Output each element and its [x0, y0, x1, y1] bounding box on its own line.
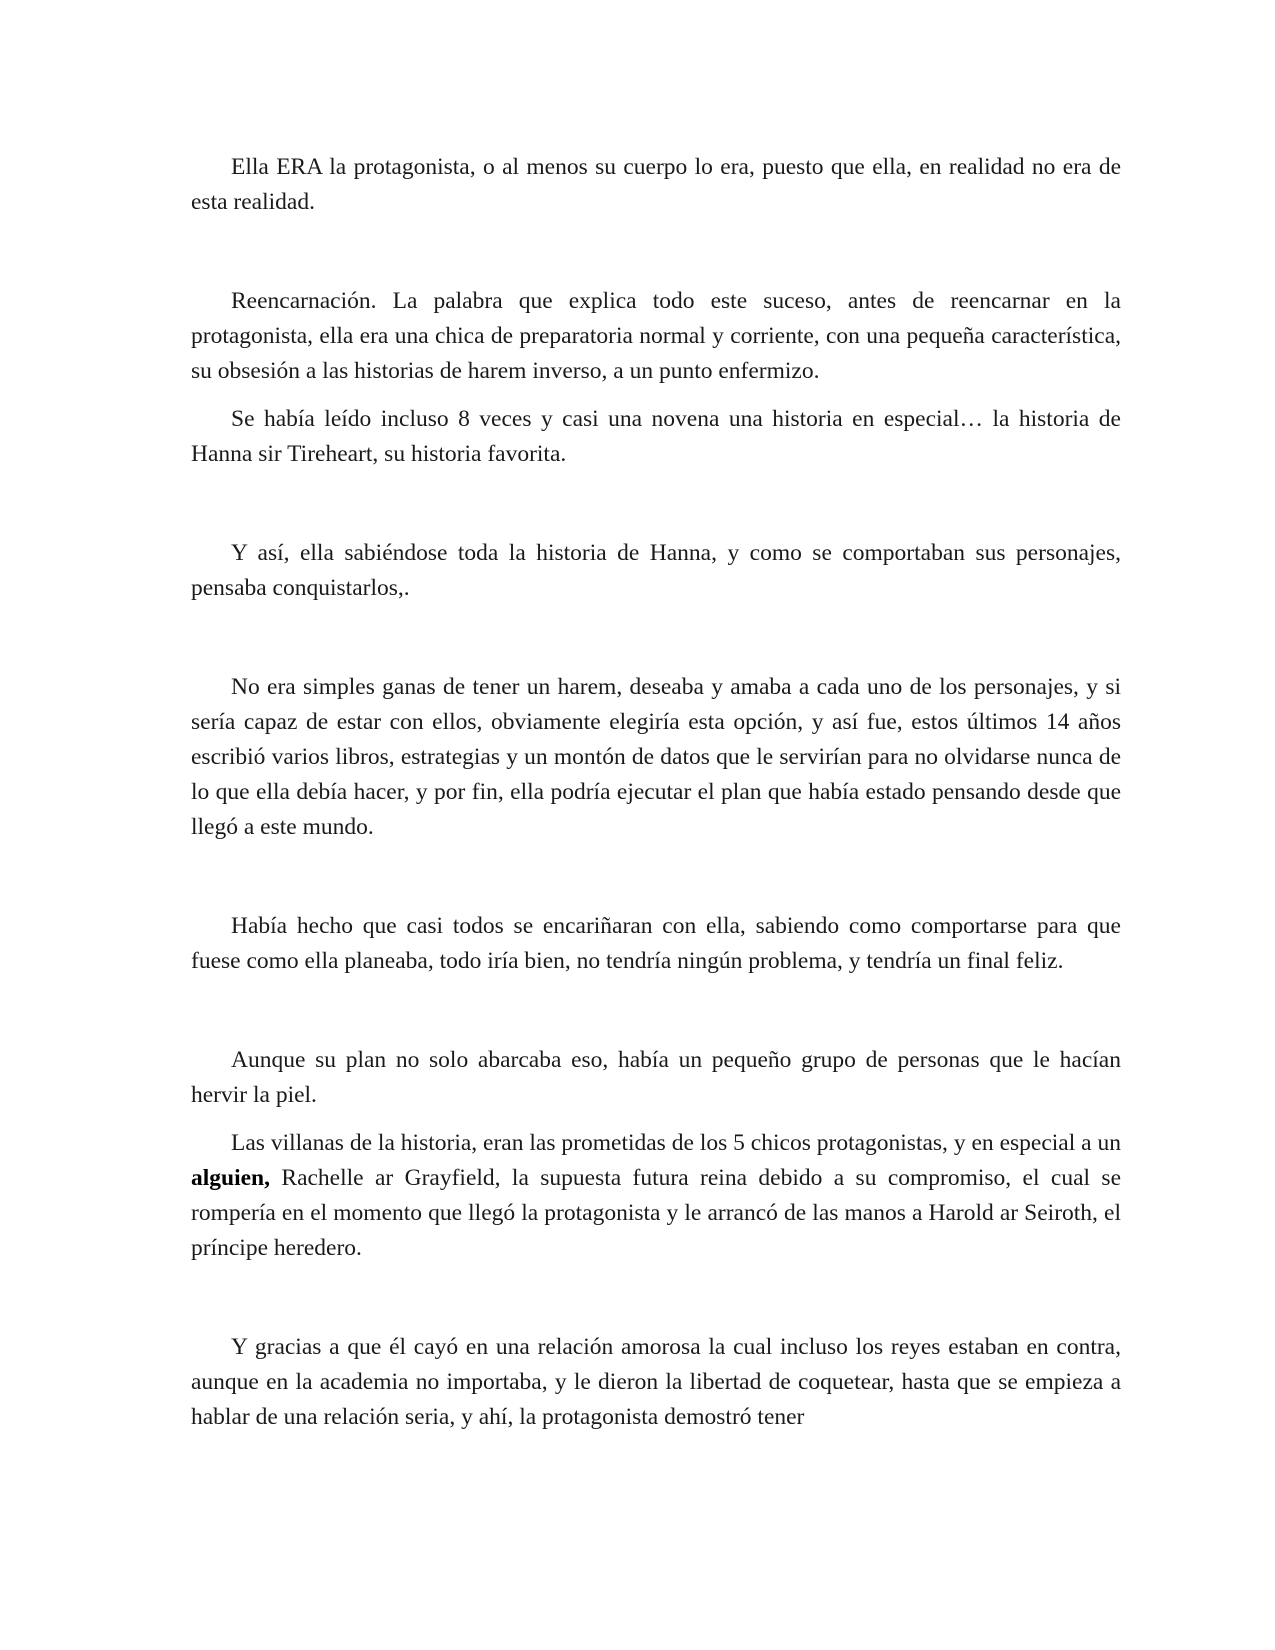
paragraph-4: Y así, ella sabiéndose toda la historia de Hanna, y como se comportaban sus personajes, pensaba conquistarlos,. [191, 540, 1121, 601]
paragraph-5: No era simples ganas de tener un harem, deseaba y amaba a cada uno de los personajes, y si sería capaz de estar con ellos, obviamente elegiría esta opción, y así fue, estos últimos 14 años escribió varios libros, estrategias y un montón de datos que le servirían para no olvidarse nunca de lo que ella debía hacer, y por fin, ella podría ejecutar el plan que había estado pensando desde que llegó a este mundo. [191, 674, 1121, 840]
bold-emphasis: alguien, [191, 1165, 271, 1191]
paragraph-3: Se había leído incluso 8 veces y casi una novena una historia en especial… la historia de Hanna sir Tireheart, su historia favorita. [191, 406, 1121, 467]
paragraph-6: Había hecho que casi todos se encariñaran con ella, sabiendo como comportarse para que fuese como ella planeaba, todo iría bien, no tendría ningún problema, y tendría un final feliz. [191, 913, 1121, 974]
paragraph-8-after: Rachelle ar Grayfield, la supuesta futura reina debido a su compromiso, el cual se rompería en el momento que llegó la protagonista y le arrancó de las manos a Harold ar Seiroth, el príncipe heredero. [191, 1165, 1121, 1261]
paragraph-7: Aunque su plan no solo abarcaba eso, había un pequeño grupo de personas que le hacían hervir la piel. [191, 1047, 1121, 1108]
paragraph-2: Reencarnación. La palabra que explica todo este suceso, antes de reencarnar en la protagonista, ella era una chica de preparatoria normal y corriente, con una pequeña característica, su obsesión a las historias de harem inverso, a un punto enfermizo. [191, 288, 1121, 384]
paragraph-9: Y gracias a que él cayó en una relación amorosa la cual incluso los reyes estaban en contra, aunque en la academia no importaba, y le dieron la libertad de coquetear, hasta que se empieza a hablar de una relación seria, y ahí, la protagonista demostró tener [191, 1334, 1121, 1430]
paragraph-8 [191, 1126, 1121, 1266]
paragraph-1: Ella ERA la protagonista, o al menos su cuerpo lo era, puesto que ella, en realidad no era de esta realidad. [191, 154, 1121, 215]
document-page [191, 150, 1121, 1435]
paragraph-8-before: Las villanas de la historia, eran las prometidas de los 5 chicos protagonistas, y en especial a un [231, 1130, 1121, 1156]
